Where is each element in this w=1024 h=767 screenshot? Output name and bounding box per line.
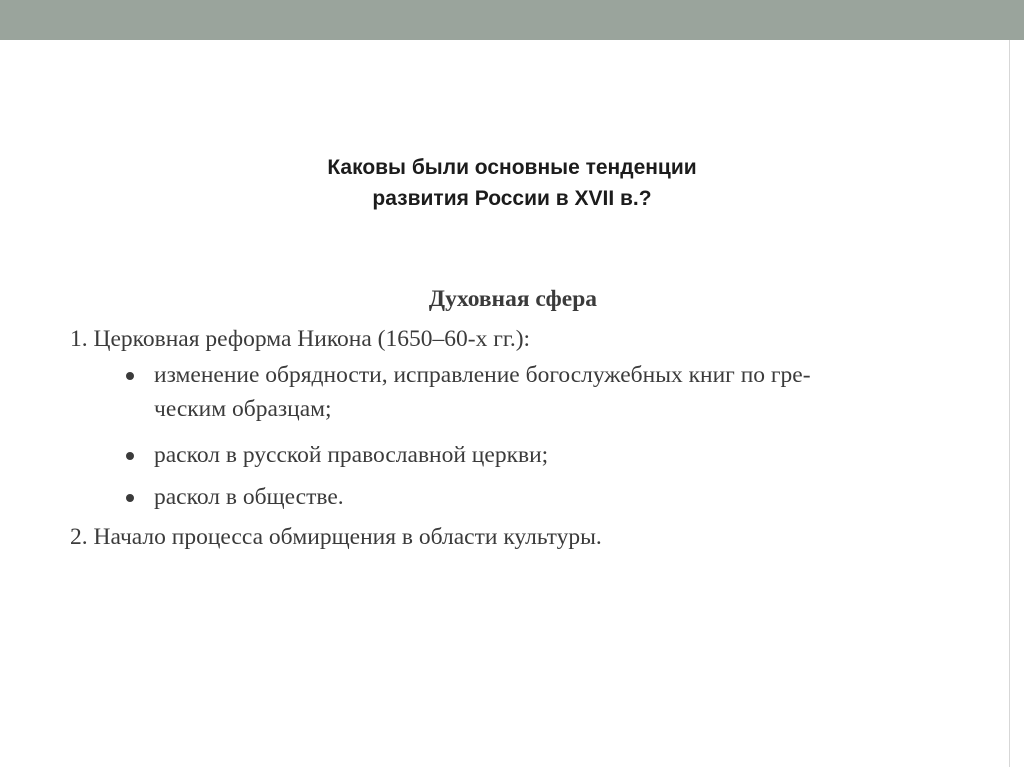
- section-heading: Духовная сфера: [428, 286, 598, 312]
- slide-title: [262, 152, 762, 214]
- bullet-item-1-line-2: ческим образцам;: [154, 396, 332, 422]
- bullet-icon: [126, 494, 134, 502]
- bullet-icon: [126, 372, 134, 380]
- bullet-item-3: раскол в обществе.: [154, 484, 344, 510]
- slide-title-line-1: Каковы были основные тенденции: [327, 156, 697, 179]
- bullet-item-1-line-1: изменение обрядности, исправление богослужебных книг по гре-: [154, 362, 811, 388]
- list-item-2: 2. Начало процесса обмирщения в области культуры.: [70, 524, 602, 550]
- bullet-icon: [126, 452, 134, 460]
- bullet-item-2: раскол в русской православной церкви;: [154, 442, 549, 468]
- list-item-1: 1. Церковная реформа Никона (1650–60-х гг.):: [70, 326, 531, 352]
- slide-title-line-2: развития России в XVII в.?: [372, 187, 652, 210]
- slide-header-bar: [0, 0, 1024, 40]
- slide: [0, 40, 1010, 767]
